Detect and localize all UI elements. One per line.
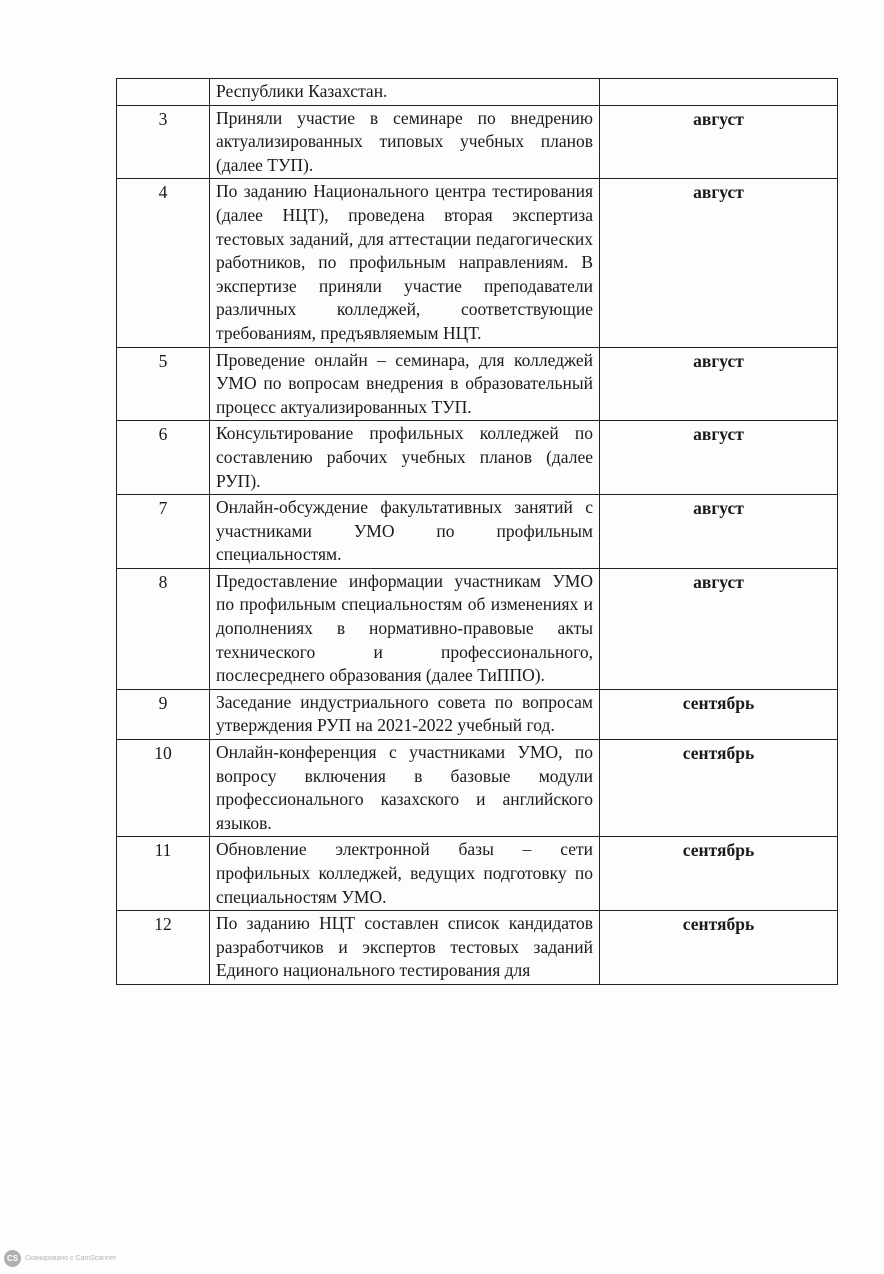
row-number: 8 (117, 568, 210, 689)
event-month: август (600, 179, 838, 347)
row-number: 6 (117, 421, 210, 495)
event-description: Предоставление информации участникам УМО по профильным специальностям об изменениях и дополнениях в нормативно-правовые акты технического и профессионального, послесреднего образования (далее ТиППО). (210, 568, 600, 689)
row-number: 10 (117, 740, 210, 837)
event-description: Республики Казахстан. (210, 79, 600, 106)
event-description: Консультирование профильных колледжей по составлению рабочих учебных планов (далее РУП). (210, 421, 600, 495)
row-number (117, 79, 210, 106)
table-row (117, 179, 838, 347)
row-number: 5 (117, 347, 210, 421)
row-number: 7 (117, 495, 210, 569)
event-description: Проведение онлайн – семинара, для колледжей УМО по вопросам внедрения в образовательный процесс актуализированных ТУП. (210, 347, 600, 421)
table-body (117, 79, 838, 985)
event-description: Онлайн-конференция с участниками УМО, по вопросу включения в базовые модули профессионального казахского и английского языков. (210, 740, 600, 837)
event-description: По заданию Национального центра тестирования (далее НЦТ), проведена вторая экспертиза тестовых заданий, для аттестации педагогических работников, по профильным направлениям. В экспертизе приняли участие преподаватели различных колледжей, соответствующие требованиям, предъявляемым НЦТ. (210, 179, 600, 347)
event-month: август (600, 421, 838, 495)
table-row (117, 105, 838, 179)
table-row (117, 689, 838, 739)
event-description: Онлайн-обсуждение факультативных занятий с участниками УМО по профильным специальностям. (210, 495, 600, 569)
scanner-watermark (4, 1250, 116, 1267)
event-month: август (600, 495, 838, 569)
row-number: 3 (117, 105, 210, 179)
event-description: Заседание индустриального совета по вопросам утверждения РУП на 2021-2022 учебный год. (210, 689, 600, 739)
events-table (116, 78, 838, 985)
row-number: 4 (117, 179, 210, 347)
event-description: Приняли участие в семинаре по внедрению актуализированных типовых учебных планов (далее ТУП). (210, 105, 600, 179)
table-row (117, 79, 838, 106)
table-row (117, 421, 838, 495)
event-month: август (600, 347, 838, 421)
table-row (117, 837, 838, 911)
table-row (117, 347, 838, 421)
event-month: сентябрь (600, 911, 838, 985)
watermark-text: Сканировано с CamScanner (25, 1255, 117, 1262)
event-month: сентябрь (600, 740, 838, 837)
event-month: сентябрь (600, 837, 838, 911)
row-number: 11 (117, 837, 210, 911)
row-number: 12 (117, 911, 210, 985)
event-month: август (600, 568, 838, 689)
event-month: сентябрь (600, 689, 838, 739)
camscanner-logo-icon: CS (4, 1250, 21, 1267)
event-month (600, 79, 838, 106)
event-description: Обновление электронной базы – сети профильных колледжей, ведущих подготовку по специальностям УМО. (210, 837, 600, 911)
event-description: По заданию НЦТ составлен список кандидатов разработчиков и экспертов тестовых заданий Единого национального тестирования для (210, 911, 600, 985)
event-month: август (600, 105, 838, 179)
row-number: 9 (117, 689, 210, 739)
table-row (117, 568, 838, 689)
table-row (117, 911, 838, 985)
table-row (117, 740, 838, 837)
table-row (117, 495, 838, 569)
